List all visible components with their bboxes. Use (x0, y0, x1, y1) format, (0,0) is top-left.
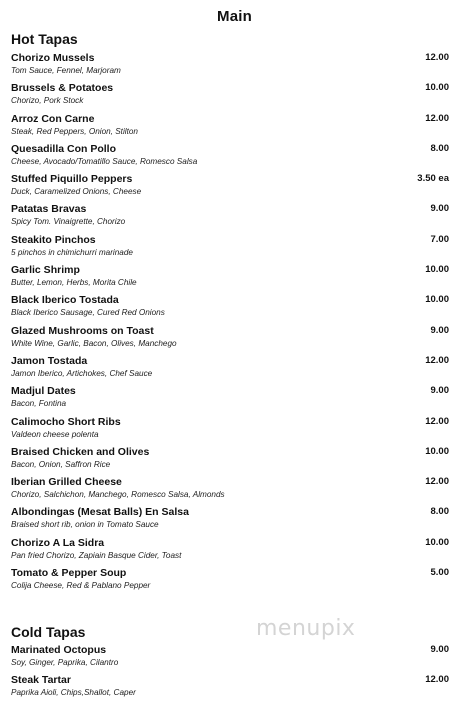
menu-item (0, 385, 469, 415)
menu-item-description: Colija Cheese, Red & Pablano Pepper (11, 581, 151, 591)
menu-item-description: Braised short rib, onion in Tomato Sauce (11, 520, 159, 530)
menu-item-price: 10.00 (425, 445, 449, 457)
menu-item-description: 5 pinchos in chimichurri marinade (11, 247, 133, 257)
hot-tapas-list (0, 52, 469, 597)
menu-item-price: 7.00 (430, 233, 449, 245)
menu-item (0, 113, 469, 143)
menu-item (0, 325, 469, 355)
menu-item-name: Calimocho Short Ribs (11, 415, 121, 428)
menu-item-name: Stuffed Piquillo Peppers (11, 173, 133, 186)
menu-item-name: Glazed Mushrooms on Toast (11, 324, 154, 337)
menu-item-price: 10.00 (425, 264, 449, 276)
menu-item (0, 674, 469, 704)
menu-item-name: Black Iberico Tostada (11, 294, 119, 307)
menu-item-name: Tomato & Pepper Soup (11, 567, 127, 580)
menupix-watermark: menupix (256, 616, 356, 641)
menu-item-name: Steakito Pinchos (11, 233, 96, 246)
menu-item (0, 476, 469, 506)
section-title-hot-tapas: Hot Tapas (11, 31, 78, 47)
page-title: Main (217, 8, 252, 25)
menu-item-description: Valdeon cheese polenta (11, 429, 99, 439)
menu-item-price: 8.00 (430, 506, 449, 518)
menu-item-name: Iberian Grilled Cheese (11, 476, 122, 489)
menu-item-name: Steak Tartar (11, 674, 71, 687)
menu-item-description: Paprika Aioli, Chips,Shallot, Caper (11, 688, 136, 698)
menu-item-description: Soy, Ginger, Paprika, Cilantro (11, 658, 119, 667)
menu-item-description: Cheese, Avocado/Tomatillo Sauce, Romesco Salsa (11, 156, 198, 166)
menu-item (0, 416, 469, 446)
menu-item-name: Jamon Tostada (11, 354, 88, 367)
menu-item (0, 234, 469, 264)
menu-item (0, 355, 469, 385)
menu-item-name: Chorizo Mussels (11, 52, 95, 64)
menu-item-name: Marinated Octopus (11, 644, 107, 656)
menu-item-description: Chorizo, Pork Stock (11, 96, 84, 106)
menu-item-price: 3.50 ea (417, 173, 449, 185)
menu-item-name: Albondingas (Mesat Balls) En Salsa (11, 506, 189, 519)
menu-item-name: Patatas Bravas (11, 203, 87, 216)
menu-item-description: Tom Sauce, Fennel, Marjoram (11, 66, 121, 75)
menu-item-name: Chorizo A La Sidra (11, 536, 105, 549)
menu-item-name: Braised Chicken and Olives (11, 445, 150, 458)
menu-item (0, 644, 469, 674)
menu-item-price: 10.00 (425, 536, 449, 548)
menu-item-price: 9.00 (430, 385, 449, 397)
menu-item (0, 537, 469, 567)
menu-item (0, 143, 469, 173)
menu-item-name: Garlic Shrimp (11, 264, 80, 277)
menu-item-price: 12.00 (425, 354, 449, 366)
section-title-cold-tapas: Cold Tapas (11, 624, 86, 640)
menu-item (0, 173, 469, 203)
menu-item-name: Brussels & Potatoes (11, 82, 114, 95)
menu-item (0, 567, 469, 597)
menu-item-description: Duck, Caramelized Onions, Cheese (11, 187, 142, 197)
menu-item-description: Pan fried Chorizo, Zapiain Basque Cider, Toast (11, 550, 182, 560)
menu-item (0, 52, 469, 82)
menu-item-description: Steak, Red Peppers, Onion, Stilton (11, 126, 138, 136)
menu-item-price: 8.00 (430, 142, 449, 154)
menu-item (0, 446, 469, 476)
menu-item-description: White Wine, Garlic, Bacon, Olives, Manchego (11, 338, 177, 348)
menu-item (0, 264, 469, 294)
menu-item-price: 12.00 (425, 674, 449, 686)
menu-item-description: Black Iberico Sausage, Cured Red Onions (11, 308, 165, 318)
menu-item-price: 10.00 (425, 294, 449, 306)
menu-item-description: Bacon, Fontina (11, 399, 67, 409)
menu-item (0, 294, 469, 324)
menu-item (0, 506, 469, 536)
menu-item-price: 5.00 (430, 567, 449, 579)
menu-item-price: 9.00 (430, 203, 449, 215)
menu-item-price: 12.00 (425, 476, 449, 488)
menu-item-description: Jamon Iberico, Artichokes, Chef Sauce (11, 368, 153, 378)
menu-item-price: 10.00 (425, 82, 449, 94)
menu-item-name: Madjul Dates (11, 385, 76, 398)
menu-item (0, 203, 469, 233)
menu-item-description: Butter, Lemon, Herbs, Morita Chile (11, 278, 137, 288)
menu-item-price: 12.00 (425, 112, 449, 124)
menu-item-price: 12.00 (425, 52, 449, 63)
menu-item-description: Bacon, Onion, Saffron Rice (11, 459, 111, 469)
menu-item-name: Quesadilla Con Pollo (11, 142, 117, 155)
cold-tapas-list (0, 644, 469, 705)
menu-item-description: Chorizo, Salchichon, Manchego, Romesco Salsa, Almonds (11, 490, 225, 500)
menu-item (0, 82, 469, 112)
menu-item-price: 9.00 (430, 644, 449, 655)
menu-item-price: 9.00 (430, 324, 449, 336)
menu-item-description: Spicy Tom. Vinaigrette, Chorizo (11, 217, 126, 227)
menu-item-price: 12.00 (425, 415, 449, 427)
menu-item-name: Arroz Con Carne (11, 112, 95, 125)
